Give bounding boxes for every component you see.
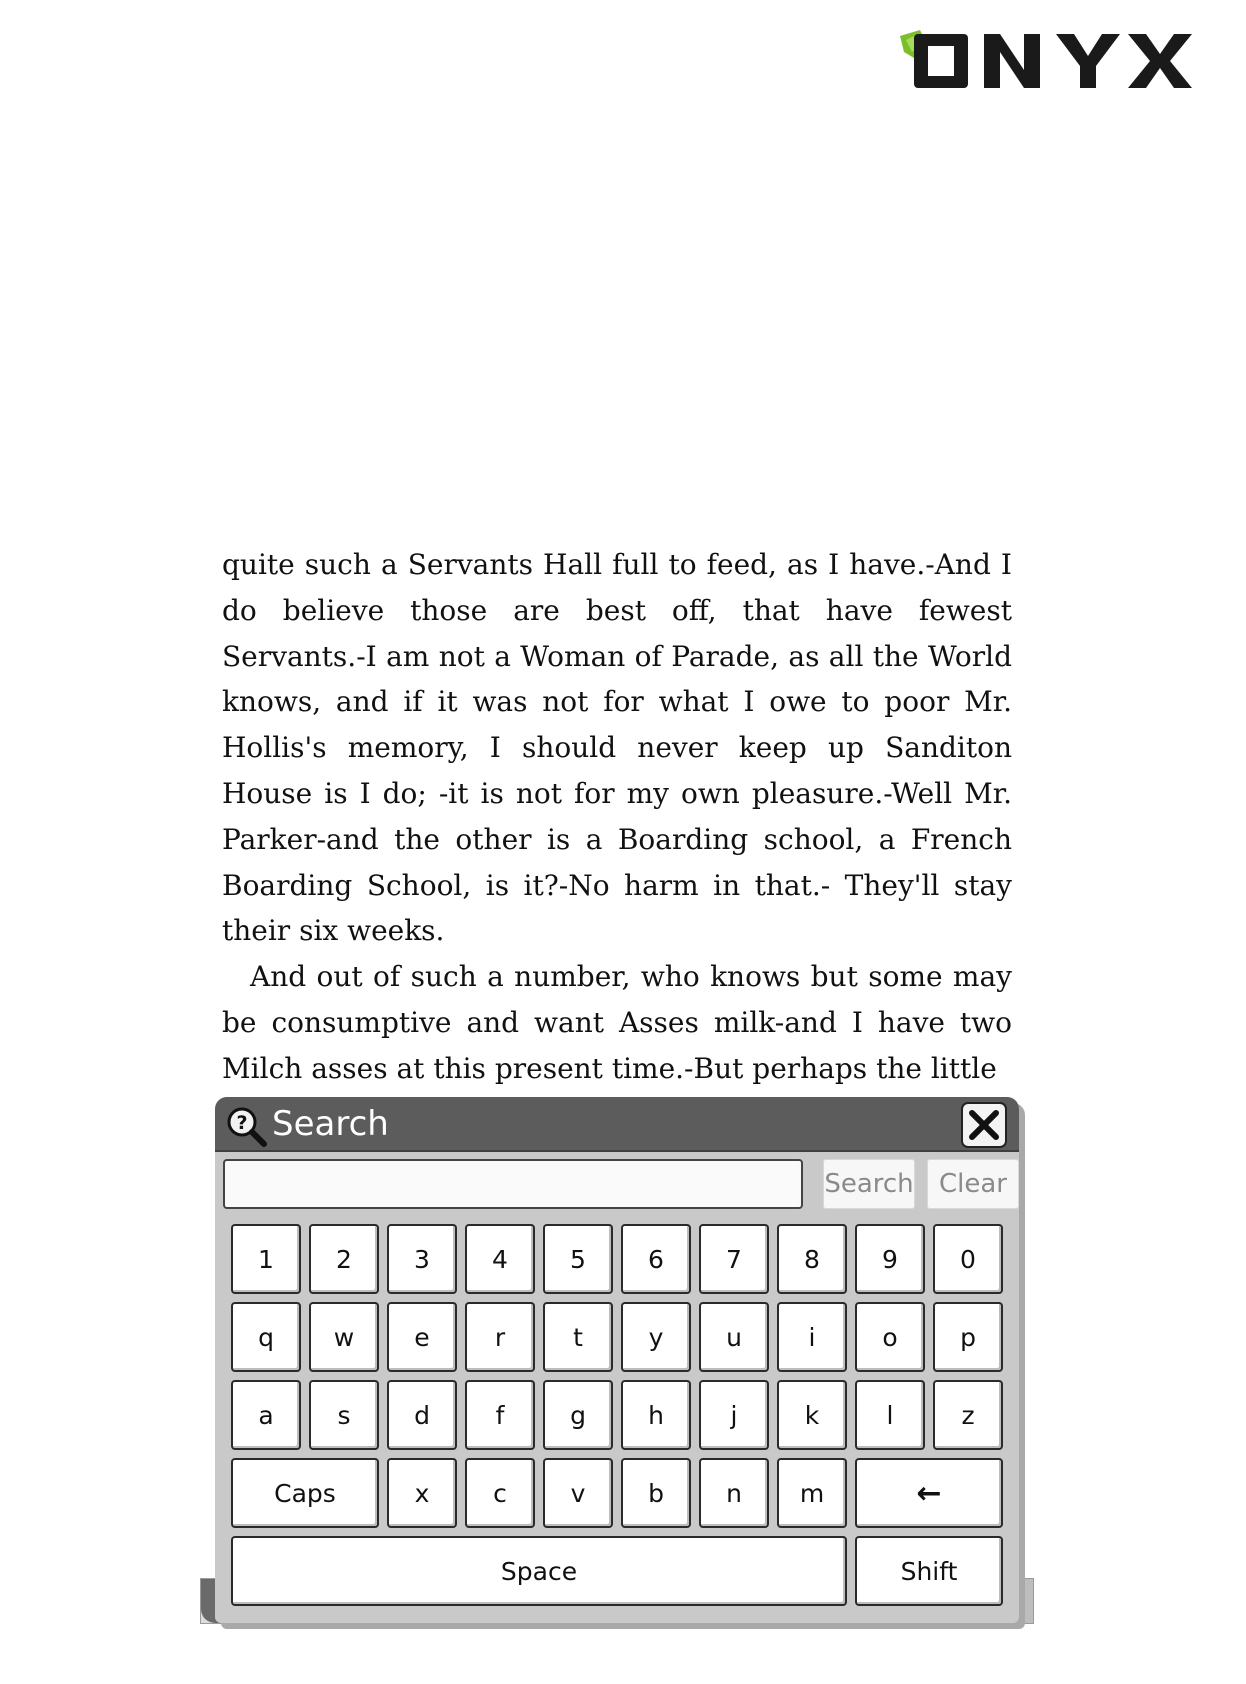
key-a[interactable]: a <box>231 1380 301 1450</box>
key-z[interactable]: z <box>933 1380 1003 1450</box>
onyx-logo <box>900 28 1200 94</box>
key-d[interactable]: d <box>387 1380 457 1450</box>
key-shift[interactable]: Shift <box>855 1536 1003 1606</box>
key-s[interactable]: s <box>309 1380 379 1450</box>
key-f[interactable]: f <box>465 1380 535 1450</box>
key-o[interactable]: o <box>855 1302 925 1372</box>
backspace-key[interactable]: ← <box>855 1458 1003 1528</box>
key-k[interactable]: k <box>777 1380 847 1450</box>
close-button[interactable] <box>961 1102 1007 1148</box>
search-row <box>223 1159 1013 1211</box>
key-l[interactable]: l <box>855 1380 925 1450</box>
dialog-titlebar <box>215 1097 1019 1152</box>
key-i[interactable]: i <box>777 1302 847 1372</box>
key-n[interactable]: n <box>699 1458 769 1528</box>
key-y[interactable]: y <box>621 1302 691 1372</box>
key-4[interactable]: 4 <box>465 1224 535 1294</box>
key-t[interactable]: t <box>543 1302 613 1372</box>
key-b[interactable]: b <box>621 1458 691 1528</box>
paragraph: And out of such a number, who knows but some may be consumptive and want Asses milk-and I have two Milch asses at this present time.-But perhaps the little <box>222 960 1012 1085</box>
key-8[interactable]: 8 <box>777 1224 847 1294</box>
key-v[interactable]: v <box>543 1458 613 1528</box>
key-6[interactable]: 6 <box>621 1224 691 1294</box>
key-r[interactable]: r <box>465 1302 535 1372</box>
key-p[interactable]: p <box>933 1302 1003 1372</box>
search-input[interactable] <box>223 1159 803 1209</box>
key-3[interactable]: 3 <box>387 1224 457 1294</box>
clear-button[interactable]: Clear <box>927 1159 1019 1209</box>
key-7[interactable]: 7 <box>699 1224 769 1294</box>
key-1[interactable]: 1 <box>231 1224 301 1294</box>
key-x[interactable]: x <box>387 1458 457 1528</box>
key-2[interactable]: 2 <box>309 1224 379 1294</box>
reader-page <box>222 542 1012 1092</box>
key-space[interactable]: Space <box>231 1536 847 1606</box>
paragraph: quite such a Servants Hall full to feed, as I have.-And I do believe those are best off, that have fewest Servants.-I am not a Woman of Parade, as all the World knows, and if it was not for what I owe to poor Mr. Hollis's memory, I should never keep up Sanditon House is I do; -it is not for my own pleasure.-Well Mr. Parker-and the other is a Boarding school, a French Boarding School, is it?-No harm in that.- They'll stay their six weeks. <box>222 548 1012 948</box>
search-button[interactable]: Search <box>823 1159 915 1209</box>
key-u[interactable]: u <box>699 1302 769 1372</box>
key-h[interactable]: h <box>621 1380 691 1450</box>
search-help-icon <box>225 1105 267 1147</box>
close-icon <box>967 1108 1001 1142</box>
key-g[interactable]: g <box>543 1380 613 1450</box>
key-q[interactable]: q <box>231 1302 301 1372</box>
key-c[interactable]: c <box>465 1458 535 1528</box>
key-0[interactable]: 0 <box>933 1224 1003 1294</box>
dialog-title: Search <box>272 1104 389 1144</box>
key-9[interactable]: 9 <box>855 1224 925 1294</box>
key-m[interactable]: m <box>777 1458 847 1528</box>
key-caps[interactable]: Caps <box>231 1458 379 1528</box>
key-j[interactable]: j <box>699 1380 769 1450</box>
key-w[interactable]: w <box>309 1302 379 1372</box>
key-e[interactable]: e <box>387 1302 457 1372</box>
svg-text:?: ? <box>236 1112 248 1134</box>
search-dialog <box>215 1097 1019 1623</box>
key-5[interactable]: 5 <box>543 1224 613 1294</box>
virtual-keyboard <box>231 1224 1005 1614</box>
